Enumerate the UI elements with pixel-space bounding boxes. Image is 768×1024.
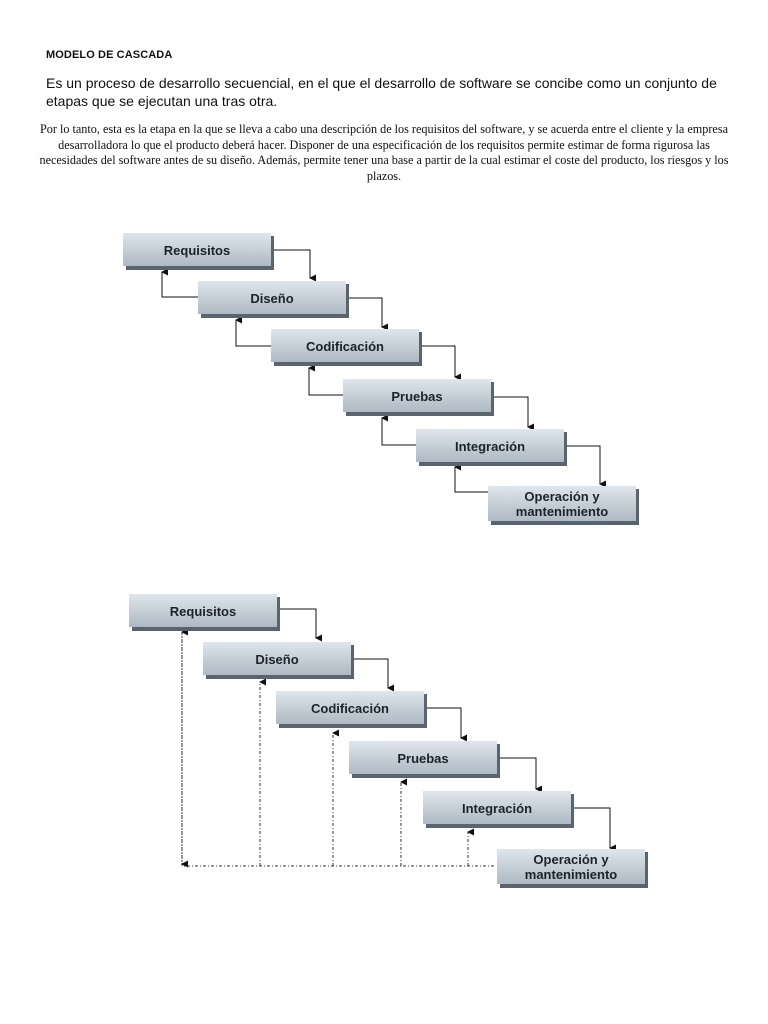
stage-requisitos (129, 594, 280, 631)
stage-requisitos (123, 233, 274, 270)
stage-diseno (203, 642, 354, 679)
stage-label: Codificación (310, 701, 390, 716)
document-heading: MODELO DE CASCADA (46, 49, 173, 61)
stage-pruebas (349, 741, 500, 778)
diagram-2 (129, 594, 648, 888)
stage-label-line-2: mantenimiento (515, 504, 609, 519)
stage-integracion (423, 791, 574, 828)
stage-label: Integración (461, 801, 533, 816)
stage-label: Codificación (305, 339, 385, 354)
stage-label: Integración (454, 439, 526, 454)
stage-codificacion (271, 329, 422, 366)
stage-label: Requisitos (163, 243, 231, 258)
stage-operacion (488, 486, 639, 525)
stage-diseno (198, 281, 349, 318)
stage-operacion (497, 849, 648, 888)
stage-label-line-1: Operación y (524, 489, 600, 504)
stage-integracion (416, 429, 567, 466)
description-paragraph: Por lo tanto, esta es la etapa en la que se lleva a cabo una descripción de los requisitos del software, y se acuerda entre el cliente y la empresa desarrolladora lo que el producto deberá hacer. Disponer de una especificación de los requisitos permite estimar de forma rigurosa las necesidades del software antes de su diseño. Además, permite tener una base a partir de la cual estimar el coste del producto, los riesgos y los plazos. (39, 122, 729, 183)
stage-pruebas (343, 379, 494, 416)
stage-label: Diseño (250, 291, 294, 306)
stage-label: Requisitos (169, 604, 237, 619)
stage-codificacion (276, 691, 427, 728)
stage-label: Pruebas (397, 751, 449, 766)
diagram-1 (123, 233, 639, 525)
stage-label-line-1: Operación y (533, 852, 609, 867)
stage-label-line-2: mantenimiento (524, 867, 618, 882)
stage-label: Diseño (255, 652, 299, 667)
intro-text: Es un proceso de desarrollo secuencial, en el que el desarrollo de software se concibe como un conjunto de etapas que se ejecutan una tras otra. (46, 75, 717, 109)
stage-label: Pruebas (391, 389, 443, 404)
